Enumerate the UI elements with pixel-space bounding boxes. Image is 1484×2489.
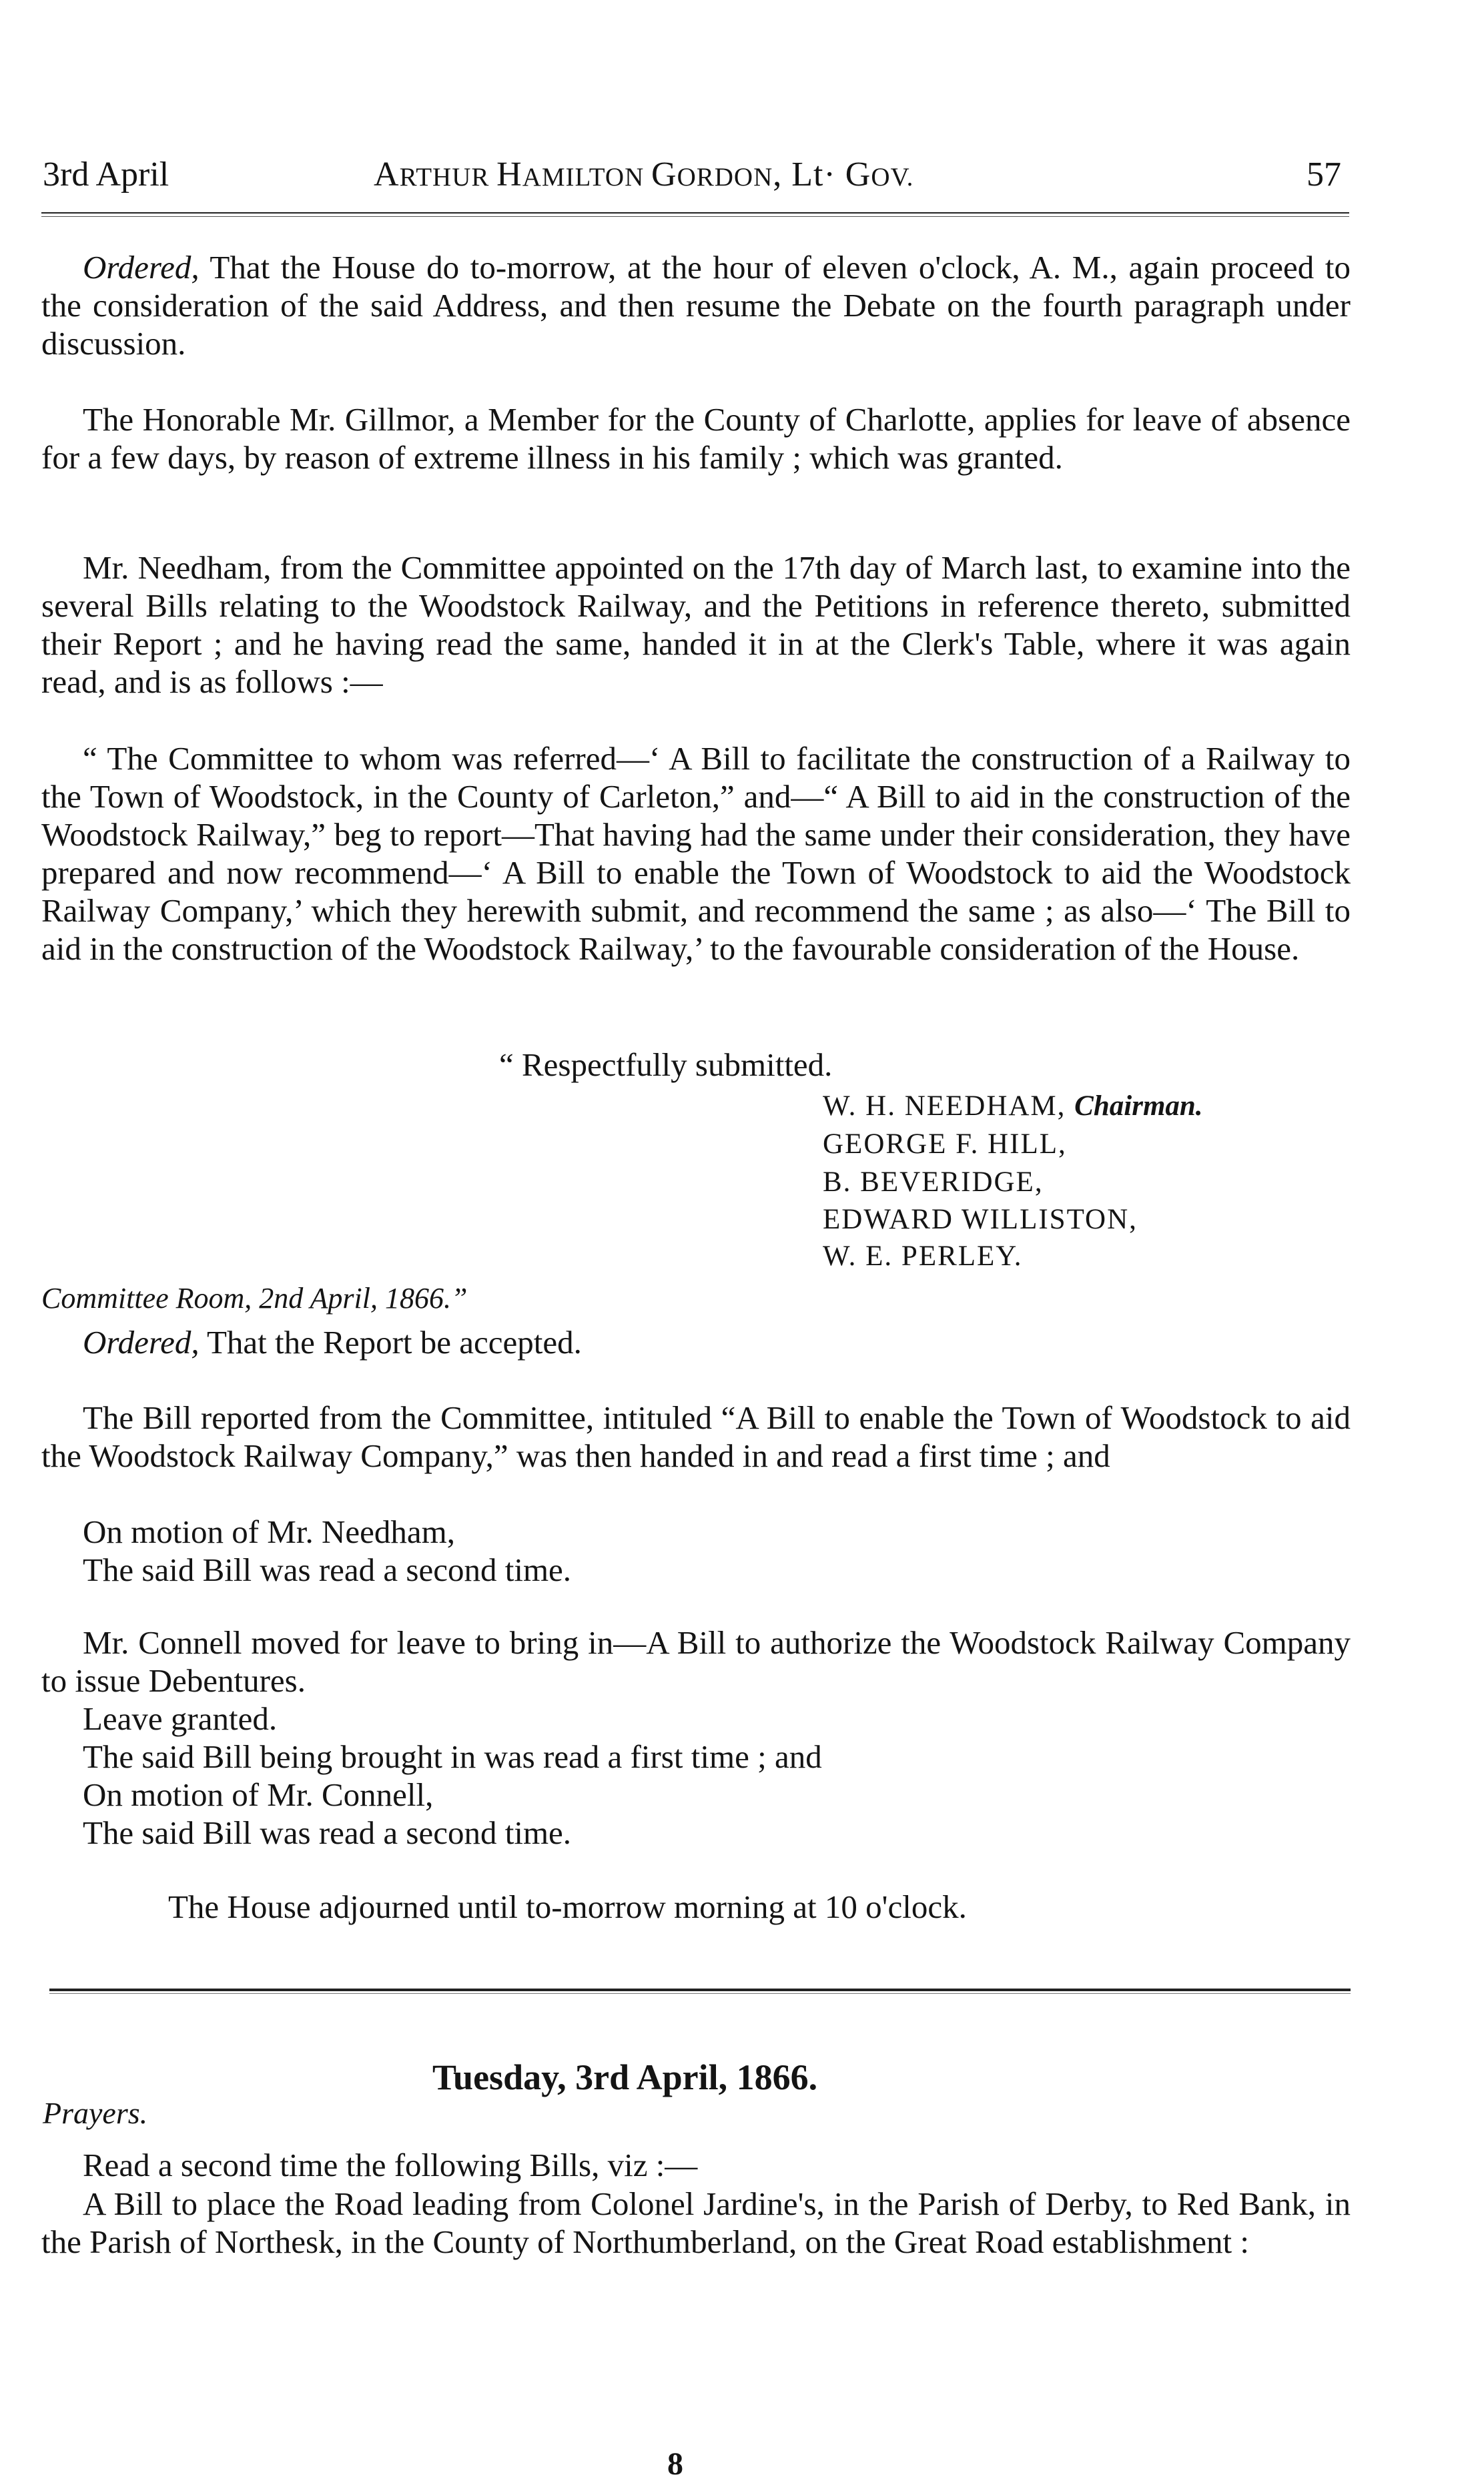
paragraph-text: That the Report be accepted.: [199, 1324, 582, 1361]
signatory-name: B. BEVERIDGE,: [823, 1166, 1044, 1198]
page-number: 57: [1307, 155, 1341, 194]
second-reading-line: The said Bill was read a second time.: [83, 1551, 572, 1588]
adjournment-line: The House adjourned until to-morrow morning at 10 o'clock.: [168, 1888, 967, 1925]
ordered-label: Ordered,: [83, 1324, 200, 1361]
signatory-name: EDWARD WILLISTON,: [823, 1204, 1138, 1235]
report-closing: “ Respectfully submitted.: [499, 1046, 833, 1083]
header-title: [374, 155, 913, 194]
paragraph-ordered-address: [41, 248, 1351, 362]
signatory-name: W. H. NEEDHAM,: [823, 1090, 1066, 1122]
paragraph-text: The Bill reported from the Committee, intituled “A Bill to enable the Town of Woodstock to aid the Woodstock Railway Company,” was then handed in and read a first time ; and: [41, 1399, 1351, 1474]
paragraph-text: “ The Committee to whom was referred—‘ A Bill to facilitate the construction of a Railway to the Town of Woodstock, in the County of Carleton,” and—“ A Bill to aid in the construction of the Woodstock Railway,” beg to report—That having had the same under their consideration, they have prepared and now recommend—‘ A Bill to enable the Town of Woodstock to aid the Woodstock Railway Company,’ which they herewith submit, and recommend the same ; as also—‘ The Bill to aid in the construction of the Woodstock Railway,’ to the favourable consideration of the House.: [41, 740, 1351, 967]
header-rule-thin: [41, 216, 1349, 217]
signatory: [823, 1128, 1067, 1160]
signatory-name: GEORGE F. HILL,: [823, 1128, 1067, 1160]
motion-line: On motion of Mr. Needham,: [83, 1513, 455, 1550]
header-title-part: G: [845, 155, 871, 194]
paragraph-text: The Honorable Mr. Gillmor, a Member for the County of Charlotte, applies for leave of absence for a few days, by reason of extreme illness in his family ; which was granted.: [41, 401, 1351, 476]
bill-jardine-road: [41, 2185, 1351, 2261]
paragraph-text: A Bill to place the Road leading from Colonel Jardine's, in the Parish of Derby, to Red Bank, in the Parish of Northesk, in the County of Northumberland, on the Great Road establishment :: [41, 2185, 1351, 2260]
header-title-part: H: [496, 155, 522, 194]
header-title-part: , Lt·: [773, 155, 845, 194]
committee-report-text: [41, 739, 1351, 968]
signature-mark: 8: [667, 2446, 683, 2482]
signatory: [823, 1090, 1203, 1122]
paragraph-connell: [41, 1624, 1351, 1700]
section-rule: [49, 1989, 1351, 1991]
ordered-label: Ordered,: [83, 249, 200, 286]
first-reading-line: The said Bill being brought in was read a first time ; and: [83, 1738, 822, 1775]
header-rule: [41, 212, 1349, 214]
signatory-role: Chairman.: [1074, 1090, 1203, 1122]
header-title-part: G: [651, 155, 677, 194]
prayers-label: Prayers.: [43, 2096, 148, 2130]
paragraph-needham-report: [41, 549, 1351, 701]
signatory: [823, 1166, 1044, 1198]
header-date: 3rd April: [43, 155, 169, 194]
read-second-line: Read a second time the following Bills, viz :—: [83, 2147, 698, 2183]
section-rule-thin: [49, 1993, 1351, 1994]
paragraph-text: Mr. Needham, from the Committee appointed on the 17th day of March last, to examine into the several Bills relating to the Woodstock Railway, and the Petitions in reference thereto, submitted their Report ; and he having read the same, handed it in at the Clerk's Table, where it was again read, and is as follows :—: [41, 549, 1351, 700]
motion-line: On motion of Mr. Connell,: [83, 1776, 434, 1813]
second-reading-line: The said Bill was read a second time.: [83, 1814, 572, 1851]
paragraph-text: Mr. Connell moved for leave to bring in—A Bill to authorize the Woodstock Railway Company to issue Debentures.: [41, 1624, 1351, 1699]
header-title-part: A: [374, 155, 400, 194]
day-heading: Tuesday, 3rd April, 1866.: [432, 2057, 818, 2097]
header-title-part: OV.: [871, 163, 914, 192]
leave-granted-line: Leave granted.: [83, 1700, 278, 1737]
ordered-report-accepted: [83, 1323, 582, 1361]
report-dated: Committee Room, 2nd April, 1866.”: [41, 1282, 468, 1315]
header-title-part: ORDON: [677, 163, 773, 192]
paragraph-gillmor-leave: [41, 400, 1351, 476]
header-title-part: RTHUR: [399, 163, 497, 192]
signatory-name: W. E. PERLEY.: [823, 1240, 1023, 1272]
header-title-part: AMILTON: [522, 163, 651, 192]
paragraph-bill-reported: [41, 1399, 1351, 1475]
signatory: [823, 1240, 1023, 1273]
signatory: [823, 1203, 1138, 1236]
paragraph-text: That the House do to-morrow, at the hour of eleven o'clock, A. M., again proceed to the consideration of the said Address, and then resume the Debate on the fourth paragraph under discussion.: [41, 249, 1351, 362]
